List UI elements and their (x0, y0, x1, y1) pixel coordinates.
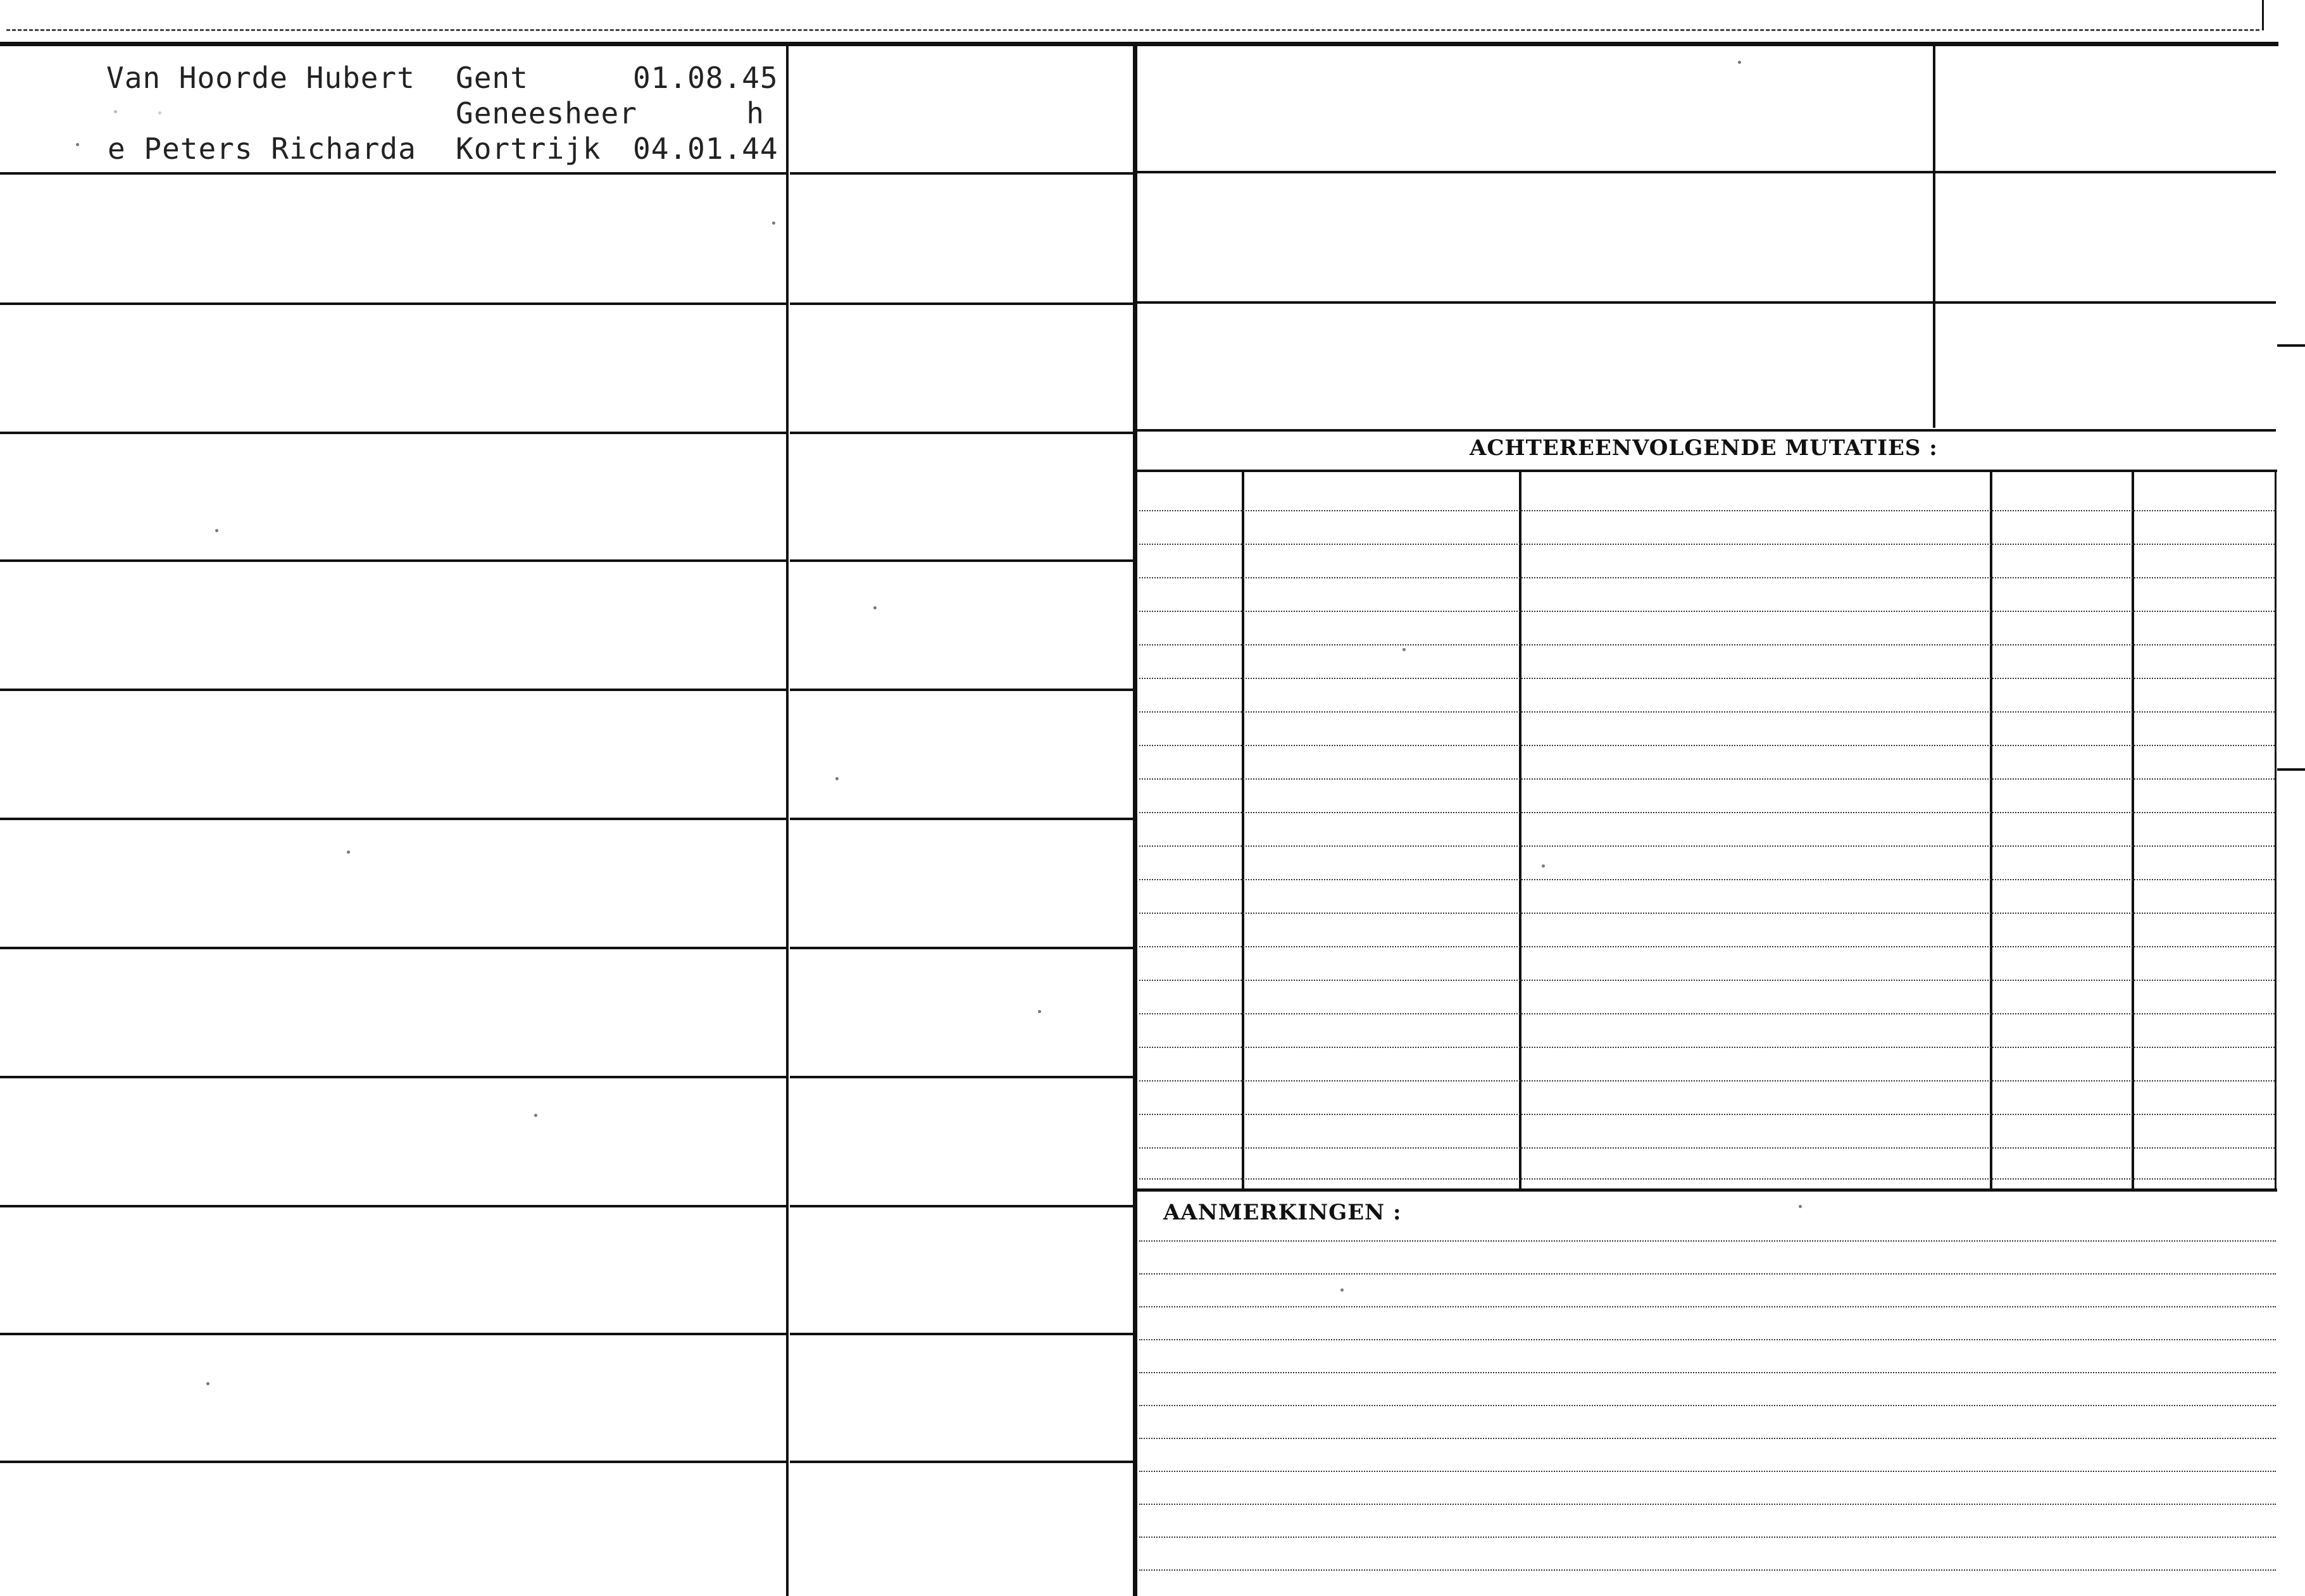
edge-tick (2277, 344, 2305, 347)
right-upper-divider (1933, 43, 1935, 428)
left-row-rule (790, 1333, 1133, 1335)
left-row-rule (790, 1205, 1133, 1207)
edge-tick (2277, 768, 2305, 771)
remarks-heading: AANMERKINGEN : (1163, 1200, 1402, 1225)
mutations-row-line (1139, 678, 2275, 679)
mutations-row-line (1139, 544, 2275, 545)
left-row-rule (0, 1333, 786, 1335)
left-row-rule (790, 1076, 1133, 1078)
mutations-row-line (1139, 845, 2275, 847)
mutations-row-line (1139, 711, 2275, 713)
entry-place: Gent (456, 61, 528, 95)
left-row-rule (0, 818, 786, 820)
entry-place: Kortrijk (456, 132, 601, 166)
remarks-line (1139, 1471, 2276, 1472)
mutations-row-line (1139, 510, 2275, 511)
faint-mark (158, 111, 161, 115)
entry-note: h (746, 96, 765, 130)
scan-speck (1402, 648, 1406, 651)
mutations-row-line (1139, 1013, 2275, 1014)
scan-speck (215, 529, 218, 532)
faint-mark (76, 143, 79, 146)
scan-speck (206, 1382, 209, 1385)
top-rule (0, 42, 2278, 46)
right-row-rule (1137, 429, 2276, 432)
left-row-rule (790, 947, 1133, 949)
left-panel-divider (786, 43, 789, 1596)
scan-speck (772, 221, 775, 225)
entry-date: 01.08.45 (633, 61, 778, 95)
mutations-row-line (1139, 577, 2275, 578)
mutations-row-line (1139, 611, 2275, 612)
mutations-row-line (1139, 946, 2275, 947)
scan-speck (1542, 864, 1545, 868)
remarks-line (1139, 1306, 2276, 1307)
mutations-col-rule (2275, 470, 2277, 1190)
remarks-line (1139, 1405, 2276, 1406)
left-row-rule (0, 559, 786, 562)
remarks-line (1139, 1504, 2276, 1505)
mutations-row-line (1139, 1047, 2275, 1048)
mutations-row-line (1139, 980, 2275, 981)
left-row-rule (790, 172, 1133, 175)
scan-speck (1738, 61, 1741, 64)
mutations-row-line (1139, 1147, 2275, 1149)
remarks-line (1139, 1240, 2276, 1242)
top-dashed-edge (6, 29, 2259, 31)
left-row-rule (0, 1076, 786, 1078)
mutations-row-line (1139, 1080, 2275, 1082)
remarks-line (1139, 1339, 2276, 1340)
left-row-rule (0, 302, 786, 305)
remarks-line (1139, 1569, 2276, 1571)
left-row-rule (0, 947, 786, 949)
scan-speck (1799, 1205, 1802, 1208)
mutations-row-line (1139, 1178, 2275, 1180)
mutations-bottom-rule (1137, 1188, 2277, 1192)
mutations-row-line (1139, 812, 2275, 813)
entry-date: 04.01.44 (633, 132, 778, 166)
scan-speck (1038, 1010, 1041, 1013)
mutations-table (1137, 470, 2277, 1191)
mutations-row-line (1139, 644, 2275, 645)
mutations-top-rule (1137, 470, 2277, 472)
remarks-line (1139, 1438, 2276, 1439)
left-row-rule (0, 1205, 786, 1207)
mutations-row-line (1139, 879, 2275, 880)
scan-speck (534, 1114, 537, 1117)
mutations-row-line (1139, 913, 2275, 914)
scan-speck (835, 777, 839, 780)
scan-speck (873, 606, 877, 609)
left-row-rule (790, 1461, 1133, 1463)
entry-name: Van Hoorde Hubert (106, 61, 415, 95)
left-row-rule (0, 432, 786, 434)
left-row-rule (790, 432, 1133, 434)
right-row-rule (1137, 301, 2276, 304)
scan-speck (347, 851, 350, 854)
scan-speck (1340, 1288, 1344, 1292)
mutations-row-line (1139, 778, 2275, 780)
left-row-rule (790, 302, 1133, 305)
left-row-rule (790, 689, 1133, 691)
remarks-line (1139, 1273, 2276, 1275)
entry-name: e Peters Richarda (108, 132, 416, 166)
faint-mark (114, 110, 117, 113)
corner-mark (2262, 0, 2264, 30)
entry-occupation: Geneesheer (456, 96, 637, 130)
mutations-row-line (1139, 1114, 2275, 1115)
left-row-rule (0, 1461, 786, 1463)
remarks-line (1139, 1537, 2276, 1538)
left-row-rule (0, 689, 786, 691)
right-row-rule (1137, 171, 2276, 173)
left-row-rule (0, 172, 786, 175)
mutations-heading: ACHTEREENVOLGENDE MUTATIES : (1470, 435, 1938, 461)
mutations-row-line (1139, 745, 2275, 746)
left-row-rule (790, 818, 1133, 820)
remarks-line (1139, 1372, 2276, 1373)
remarks-lines (1139, 1234, 2276, 1588)
left-row-rule (790, 559, 1133, 562)
